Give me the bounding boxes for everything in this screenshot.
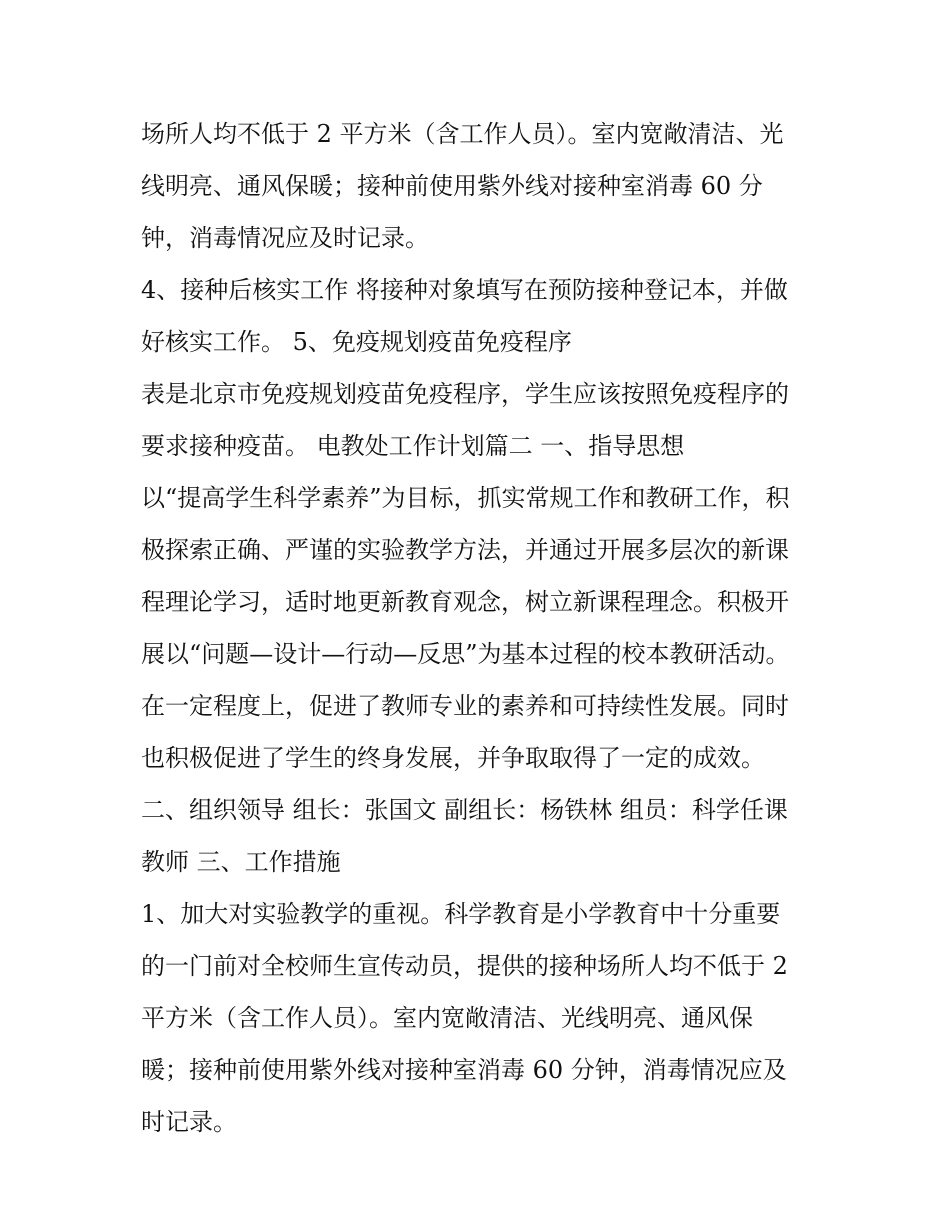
text-line-12: 在一定程度上，促进了教师专业的素养和可持续性发展。同时 [141,692,789,720]
text-line-5: 好核实工作。 5、免疫规划疫苗免疫程序 [141,328,572,356]
text-line-16: 1、加大对实验教学的重视。科学教育是小学教育中十分重要 [141,900,781,928]
text-line-15: 教师 三、工作措施 [141,848,341,876]
text-line-1: 场所人均不低于 2 平方米（含工作人员）。室内宽敞清洁、光 [141,120,784,148]
text-line-17: 的一门前对全校师生宣传动员，提供的接种场所人均不低于 2 [141,952,788,980]
text-line-10: 程理论学习，适时地更新教育观念，树立新课程理念。积极开 [141,588,789,616]
text-line-9: 极探索正确、严谨的实验教学方法，并通过开展多层次的新课 [141,536,789,564]
text-line-14: 二、组织领导 组长：张国文 副组长：杨铁林 组员：科学任课 [141,796,788,824]
document-body [141,108,831,1148]
text-line-6: 表是北京市免疫规划疫苗免疫程序，学生应该按照免疫程序的 [141,380,789,408]
text-line-11: 展以“问题—设计—行动—反思”为基本过程的校本教研活动。 [141,640,790,668]
text-line-13: 也积极促进了学生的终身发展，并争取取得了一定的成效。 [141,744,765,772]
text-line-18: 平方米（含工作人员）。室内宽敞清洁、光线明亮、通风保 [141,1004,753,1032]
text-line-20: 时记录。 [141,1108,237,1136]
text-line-4: 4、接种后核实工作 将接种对象填写在预防接种登记本，并做 [141,276,788,304]
text-line-3: 钟，消毒情况应及时记录。 [141,224,429,252]
text-line-7: 要求接种疫苗。 电教处工作计划篇二 一、指导思想 [141,432,685,460]
text-line-8: 以“提高学生科学素养”为目标，抓实常规工作和教研工作，积 [141,484,790,512]
text-line-19: 暖；接种前使用紫外线对接种室消毒 60 分钟，消毒情况应及 [141,1056,787,1084]
text-line-2: 线明亮、通风保暖；接种前使用紫外线对接种室消毒 60 分 [141,172,763,200]
